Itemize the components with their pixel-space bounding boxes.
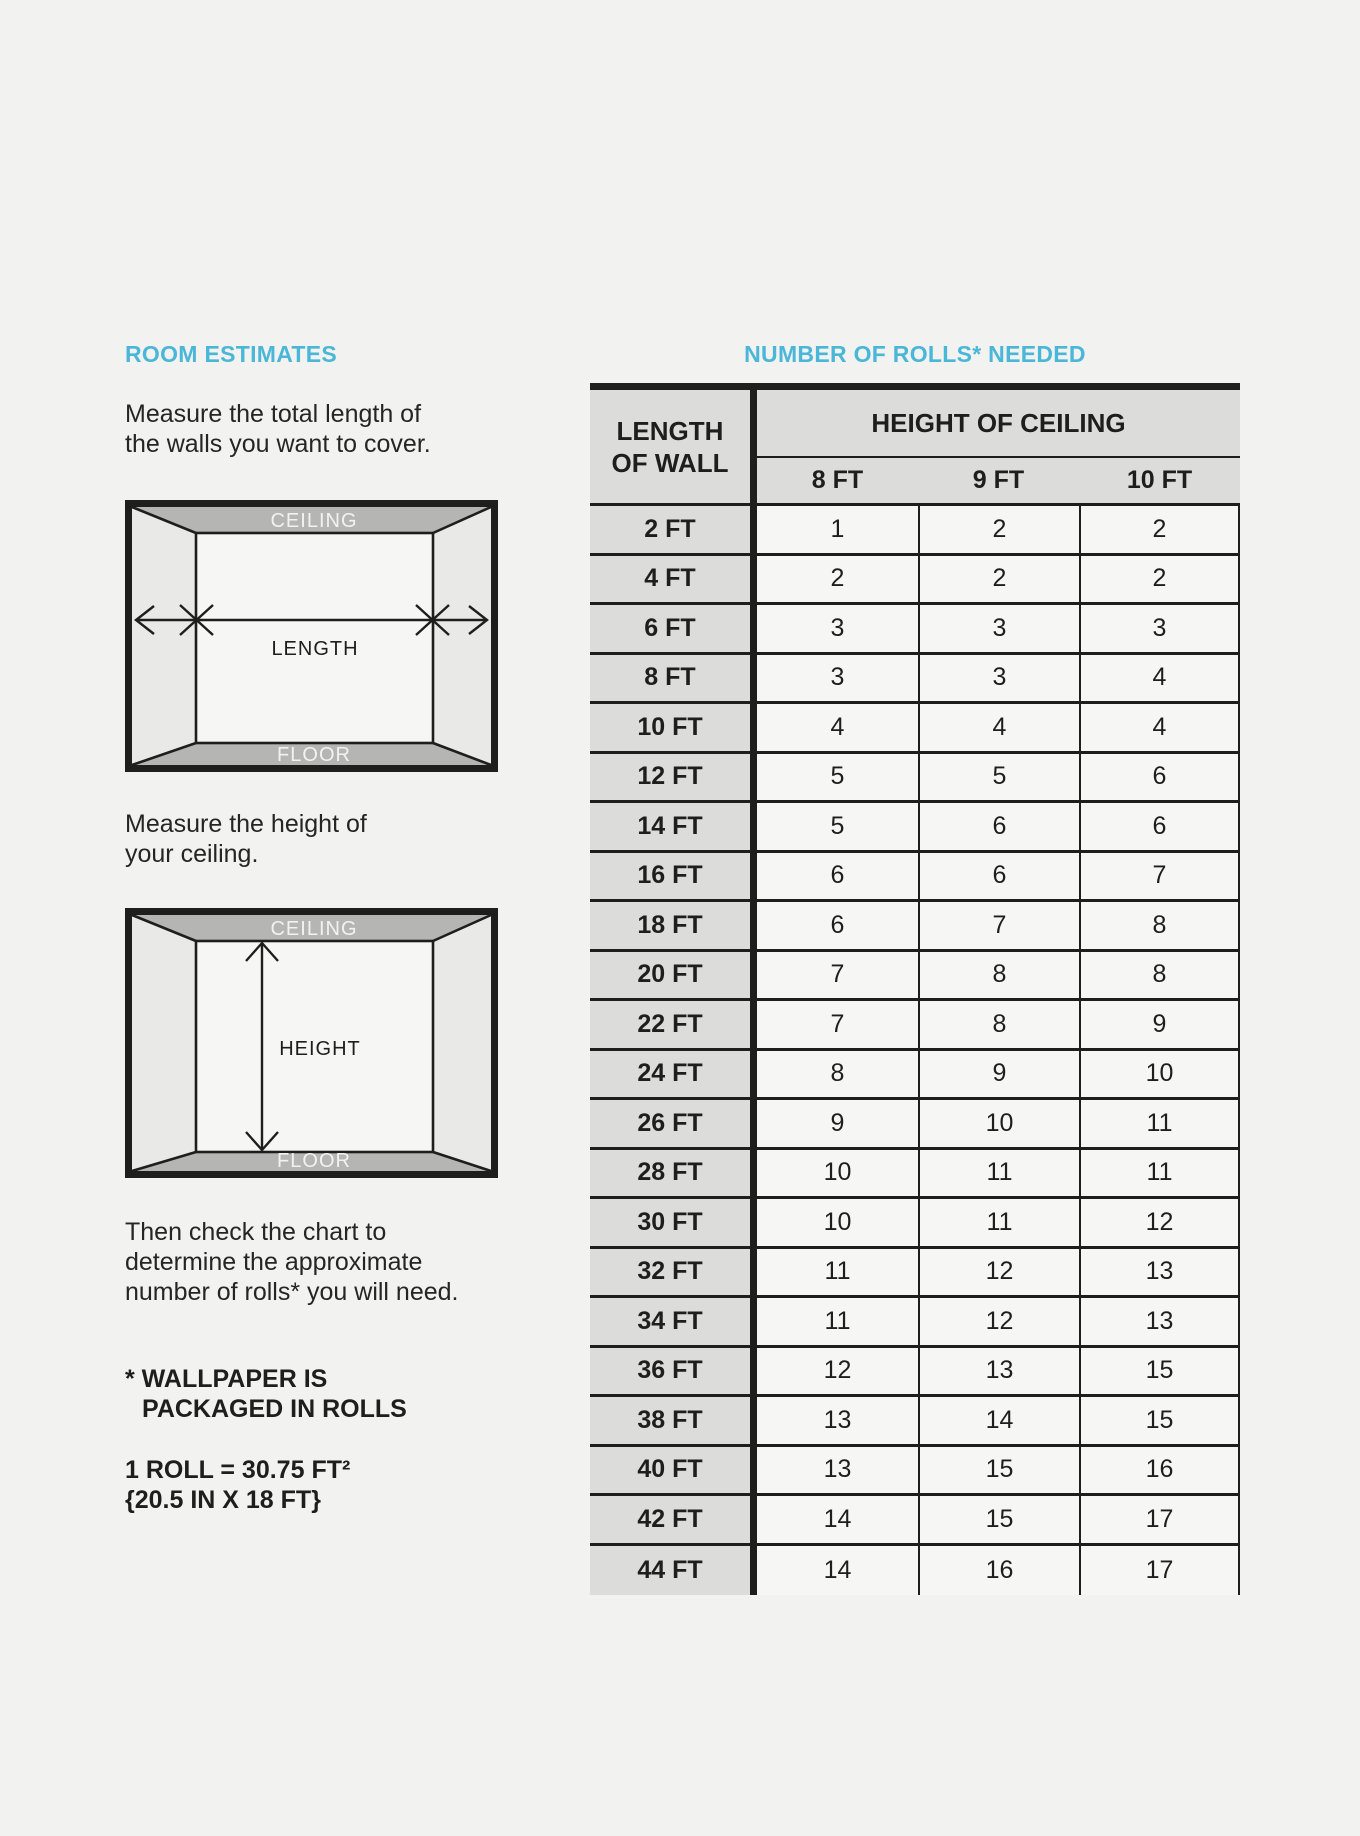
header-line: OF WALL (611, 447, 729, 478)
rolls-value: 10 (757, 1150, 918, 1200)
rolls-value: 10 (757, 1199, 918, 1249)
rolls-value: 12 (918, 1249, 1079, 1299)
row-label: 14 FT (590, 803, 750, 853)
length-label: LENGTH (271, 638, 359, 660)
row-label: 10 FT (590, 704, 750, 754)
rolls-value: 10 (918, 1100, 1079, 1150)
rolls-value: 11 (918, 1150, 1079, 1200)
ceiling-label: CEILING (270, 918, 358, 940)
rolls-value: 3 (918, 605, 1079, 655)
rolls-value: 8 (918, 952, 1079, 1002)
rolls-value: 15 (1079, 1348, 1240, 1398)
rolls-value: 9 (918, 1051, 1079, 1101)
rolls-value: 16 (1079, 1447, 1240, 1497)
rolls-value: 4 (918, 704, 1079, 754)
rolls-value: 11 (757, 1249, 918, 1299)
rolls-value: 6 (918, 853, 1079, 903)
text-line: 1 ROLL = 30.75 FT² (125, 1456, 351, 1484)
left-wall (132, 915, 196, 1171)
rolls-value: 17 (1079, 1496, 1240, 1546)
text-line: Measure the total length of (125, 400, 422, 428)
rolls-value: 2 (757, 556, 918, 606)
step2-text (125, 809, 367, 869)
rolls-value: 9 (1079, 1001, 1240, 1051)
row-label: 42 FT (590, 1496, 750, 1546)
row-label: 40 FT (590, 1447, 750, 1497)
row-label: 20 FT (590, 952, 750, 1002)
row-label: 36 FT (590, 1348, 750, 1398)
room-estimates-heading: ROOM ESTIMATES (125, 341, 338, 367)
rolls-value: 2 (1079, 506, 1240, 556)
col-header-8ft: 8 FT (757, 458, 918, 506)
height-of-ceiling-header: HEIGHT OF CEILING (757, 390, 1240, 458)
rolls-value: 11 (1079, 1100, 1240, 1150)
ceiling-label: CEILING (270, 510, 358, 532)
floor-label: FLOOR (277, 744, 351, 766)
text-line: number of rolls* you will need. (125, 1278, 459, 1306)
row-label: 8 FT (590, 655, 750, 705)
rolls-value: 12 (1079, 1199, 1240, 1249)
rolls-value: 13 (918, 1348, 1079, 1398)
rolls-value: 13 (757, 1397, 918, 1447)
row-label: 28 FT (590, 1150, 750, 1200)
rolls-value: 5 (918, 754, 1079, 804)
rolls-value: 6 (757, 902, 918, 952)
rolls-needed-table (590, 383, 1240, 1595)
text-line: * WALLPAPER IS (125, 1365, 328, 1393)
rolls-value: 13 (1079, 1298, 1240, 1348)
rolls-value: 14 (757, 1496, 918, 1546)
rolls-value: 9 (757, 1100, 918, 1150)
rolls-value: 16 (918, 1546, 1079, 1596)
rolls-value: 13 (757, 1447, 918, 1497)
rolls-value: 6 (918, 803, 1079, 853)
wallpaper-rolls-footnote (125, 1364, 407, 1424)
length-of-wall-header (590, 390, 750, 506)
rolls-value: 13 (1079, 1249, 1240, 1299)
col-header-10ft: 10 FT (1079, 458, 1240, 506)
step1-text (125, 399, 431, 459)
rolls-value: 2 (1079, 556, 1240, 606)
right-wall (433, 915, 491, 1171)
rolls-value: 7 (757, 1001, 918, 1051)
rolls-value: 12 (918, 1298, 1079, 1348)
rolls-value: 5 (757, 803, 918, 853)
text-line: Then check the chart to (125, 1218, 387, 1246)
height-label: HEIGHT (279, 1038, 361, 1060)
rolls-value: 11 (1079, 1150, 1240, 1200)
rolls-value: 17 (1079, 1546, 1240, 1596)
rolls-value: 2 (918, 556, 1079, 606)
rolls-value: 4 (1079, 655, 1240, 705)
rolls-value: 1 (757, 506, 918, 556)
row-label: 16 FT (590, 853, 750, 903)
rolls-value: 6 (1079, 803, 1240, 853)
text-line: PACKAGED IN ROLLS (142, 1395, 407, 1423)
rolls-value: 12 (757, 1348, 918, 1398)
rolls-value: 3 (918, 655, 1079, 705)
rolls-value: 6 (757, 853, 918, 903)
text-line: your ceiling. (125, 840, 259, 868)
text-line: Measure the height of (125, 810, 367, 838)
rolls-value: 3 (1079, 605, 1240, 655)
rolls-value: 14 (757, 1546, 918, 1596)
floor-label: FLOOR (277, 1150, 351, 1172)
rolls-value: 15 (1079, 1397, 1240, 1447)
rolls-value: 7 (1079, 853, 1240, 903)
row-label: 12 FT (590, 754, 750, 804)
row-label: 38 FT (590, 1397, 750, 1447)
rolls-value: 4 (1079, 704, 1240, 754)
number-of-rolls-heading: NUMBER OF ROLLS* NEEDED (744, 341, 1086, 367)
col-header-9ft: 9 FT (918, 458, 1079, 506)
rolls-value: 6 (1079, 754, 1240, 804)
room-height-diagram (125, 908, 498, 1178)
row-label: 4 FT (590, 556, 750, 606)
rolls-value: 2 (918, 506, 1079, 556)
rolls-value: 8 (1079, 952, 1240, 1002)
rolls-value: 5 (757, 754, 918, 804)
left-wall (132, 507, 196, 765)
rolls-value: 8 (1079, 902, 1240, 952)
roll-size-spec (125, 1455, 350, 1515)
rolls-value: 11 (918, 1199, 1079, 1249)
rolls-value: 15 (918, 1447, 1079, 1497)
text-line: the walls you want to cover. (125, 430, 431, 458)
row-label: 32 FT (590, 1249, 750, 1299)
text-line: {20.5 IN X 18 FT} (125, 1486, 321, 1514)
rolls-value: 15 (918, 1496, 1079, 1546)
rolls-value: 11 (757, 1298, 918, 1348)
row-label: 44 FT (590, 1546, 750, 1596)
room-length-diagram (125, 500, 498, 772)
header-line: LENGTH (616, 415, 724, 446)
right-wall (433, 507, 491, 765)
row-label: 26 FT (590, 1100, 750, 1150)
row-label: 30 FT (590, 1199, 750, 1249)
rolls-value: 7 (918, 902, 1079, 952)
row-label: 6 FT (590, 605, 750, 655)
table-divider-bar (750, 390, 757, 1595)
rolls-value: 8 (757, 1051, 918, 1101)
rolls-value: 3 (757, 605, 918, 655)
rolls-value: 8 (918, 1001, 1079, 1051)
row-label: 18 FT (590, 902, 750, 952)
step3-text (125, 1217, 459, 1307)
rolls-value: 14 (918, 1397, 1079, 1447)
rolls-value: 7 (757, 952, 918, 1002)
row-label: 34 FT (590, 1298, 750, 1348)
row-label: 24 FT (590, 1051, 750, 1101)
rolls-value: 3 (757, 655, 918, 705)
rolls-value: 4 (757, 704, 918, 754)
row-label: 22 FT (590, 1001, 750, 1051)
row-label: 2 FT (590, 506, 750, 556)
text-line: determine the approximate (125, 1248, 423, 1276)
rolls-value: 10 (1079, 1051, 1240, 1101)
